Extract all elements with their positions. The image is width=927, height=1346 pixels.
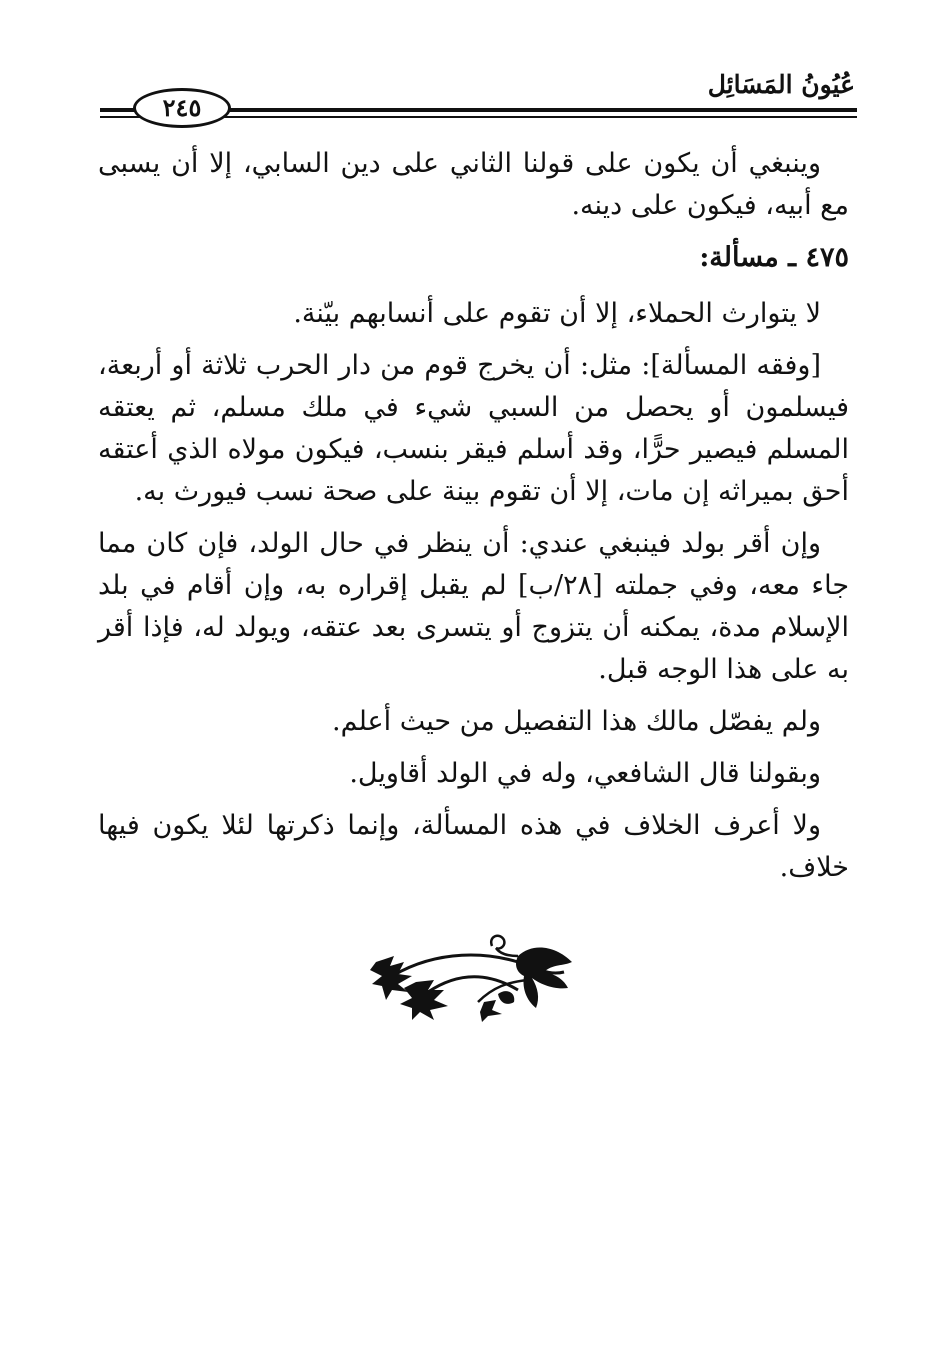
paragraph-2: لا يتوارث الحملاء، إلا أن تقوم على أنسابهم بيّنة.: [293, 298, 821, 329]
running-header-title: عُيُونُ المَسَائِل: [707, 70, 855, 99]
floral-tulip-ornament-icon: [368, 932, 576, 1024]
paragraph-3: [وفقه المسألة]: مثل: أن يخرج قوم من دار الحرب ثلاثة أو أربعة، فيسلمون أو يحصل من السبي شيء في ملك مسلم، ثم يعتقه المسلم فيصير حرًّا، وقد أسلم فيقر بنسب، فيكون مولاه الذي أعتقه أحق بميراثه إن مات، إلا أن تقوم بينة على صحة نسب فيورث به.: [98, 350, 849, 507]
issue-heading: ٤٧٥ ـ مسألة:: [699, 242, 849, 273]
paragraph-5: ولم يفصّل مالك هذا التفصيل من حيث أعلم.: [332, 706, 821, 737]
paragraph-1: وينبغي أن يكون على قولنا الثاني على دين السابي، إلا أن يسبى مع أبيه، فيكون على دينه.: [98, 148, 849, 221]
paragraph-4: وإن أقر بولد فينبغي عندي: أن ينظر في حال الولد، فإن كان مما جاء معه، وفي جملته [٢٨/ب] لم يقبل إقراره به، وإن أقام في بلد الإسلام مدة، يمكنه أن يتزوج أو يتسرى بعد عتقه، ويولد له، فإذا أقر به على هذا الوجه قبل.: [98, 528, 850, 685]
paragraph-7: ولا أعرف الخلاف في هذه المسألة، وإنما ذكرتها لئلا يكون فيها خلاف.: [98, 810, 849, 883]
paragraph-6: وبقولنا قال الشافعي، وله في الولد أقاويل.: [349, 758, 821, 789]
page-number-badge: ٢٤٥: [133, 88, 231, 128]
page-body: [98, 143, 849, 899]
